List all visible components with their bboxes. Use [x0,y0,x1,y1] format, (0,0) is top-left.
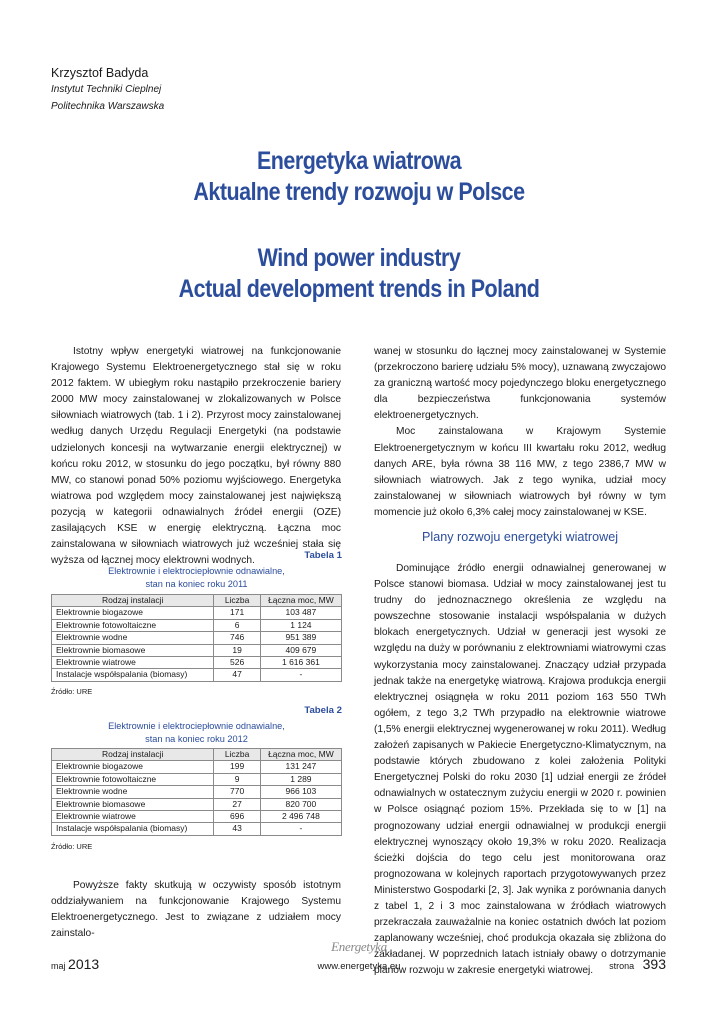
table1-caption [51,565,342,591]
table-cell: Elektrownie wodne [52,632,214,644]
table-cell: Elektrownie biogazowe [52,761,214,773]
table-cell: 199 [214,761,260,773]
table2-label: Tabela 2 [304,705,342,716]
table-cell: 171 [214,607,260,619]
page-number: 393 [642,956,666,972]
table-row [52,619,342,631]
table-cell: 770 [214,786,260,798]
column-header: Liczba [214,595,260,607]
table1-label: Tabela 1 [304,550,342,561]
table2-caption [51,720,342,746]
affiliation-university: Politechnika Warszawska [51,101,165,112]
table-cell: Elektrownie fotowoltaiczne [52,619,214,631]
table-cell: Instalacje współspalania (biomasy) [52,669,214,681]
column-header: Łączna moc, MW [260,595,341,607]
table-cell: 966 103 [260,786,341,798]
table-row [52,657,342,669]
title-english-line-2: Actual development trends in Poland [178,275,540,303]
table1-source: Źródło: URE [51,687,93,696]
table-cell: Elektrownie biogazowe [52,607,214,619]
table-cell: 131 247 [260,761,341,773]
footer-page-word: strona [609,961,635,971]
table-row [52,644,342,656]
table-row [52,607,342,619]
table-cell: - [260,669,341,681]
table-cell: 27 [214,798,260,810]
table-cell: 746 [214,632,260,644]
table1-caption-line-1: Elektrownie i elektrociepłownie odnawialne, [108,566,285,576]
energetyka-logo: Energetyka [331,939,387,954]
table-row [52,811,342,823]
right-column-top [374,344,666,521]
title-english-line-1: Wind power industry [257,244,461,272]
column-header: Rodzaj instalacji [52,595,214,607]
title-polish-line-1: Energetyka wiatrowa [256,147,462,175]
paragraph: Dominujące źródło energii odnawialnej generowanej w Polsce stanowi biomasa. Udział w mocy zainstalowanej jest tu trudny do jednoznacznego określenia ze względu na powszechne stosowanie instalacji współspalania w dużych blokach energetycznych. Udział w generacji jest wysoki ze względu na duży w porównaniu z elektrowniami wiatrowymi czas wykorzystania mocy zainstalowanej. Znaczący udział przypada jednak także na energetykę wiatrową. Krajowa produkcja energii elektrycznej osiągnęła w roku 2011 poziom 163 550 TWh ogółem, z tego 3,2 TWh przypadło na elektrownie wiatrowe (1,5% energii elektrycznej wygenerowanej w roku 2011). Według założeń zapisanych w Pakiecie Energetyczno-Klimatycznym, na podstawie których zbudowano z kolei założenia Polityki Energetycznej Polski do roku 2030 [1] udział energii ze źródeł odnawialnych w ostatecznym zużyciu energii w 2020 r. powinien w Polsce osiągnąć poziom 15%. Przekłada się to w [1] na prognozowany udział energii odnawialnej w produkcji energii elektrycznej wynoszący około 19,3% w roku 2020. Realizacja ścieżki dojścia do tego celu jest monitorowana oraz prognozowana w kolejnych raportach przygotowywanych przez Ministerstwo Gospodarki [2, 3]. Jak wynika z porównania danych z tabel 1, 2 i 3 moc zainstalowana w źródłach wiatrowych przekraczała zauważalnie na koniec ostatnich dwóch lat poziom zaplanowany wcześniej, choć produkcja okazała się zbliżona do zakładanej. W poprzednich latach istniały obawy o dotrzymanie planów rozwoju w zakresie energetyki wiatrowej. [374,563,666,977]
table-header-row [52,595,342,607]
table-cell: 47 [214,669,260,681]
table-cell: 103 487 [260,607,341,619]
paragraph: Istotny wpływ energetyki wiatrowej na funkcjonowanie Krajowego Systemu Elektroenergetycznego stał się w roku 2012 faktem. W ubiegłym roku nastąpiło przekroczenie bariery 2000 MW mocy zainstalowanej w zlokalizowanych w Polsce siłowniach wiatrowych (tab. 1 i 2). Przyrost mocy zainstalowanej według danych Urzędu Regulacji Energetyki (na podstawie udzielonych koncesji na wytwarzanie energii elektrycznej) w końcu roku 2012, w stosunku do jego początku, był równy 880 MW, co stanowi ponad 50% poziomu wyjściowego. Energetyka wiatrowa pod względem mocy zainstalowanej jest największą pozycją w kategorii odnawialnych źródeł energii (OZE) zasilających KSE w energię elektryczną. Łączna moc zainstalowana w siłowniach wiatrowych już wcześniej stała się wyższa od łącznej mocy elektrowni wodnych. [51,346,341,567]
right-column-bottom [374,561,666,979]
table2-caption-line-1: Elektrownie i elektrociepłownie odnawialne, [108,721,285,731]
table-cell: Elektrownie wiatrowe [52,811,214,823]
table2-caption-line-2: stan na koniec roku 2012 [145,734,248,744]
table-row [52,786,342,798]
paragraph: Moc zainstalowana w Krajowym Systemie Elektroenergetycznym w końcu III kwartału roku 2012, według danych ARE, była równa 38 116 MW, z tego 2386,7 MW w siłowniach wiatrowych. Jak z tego wynika, udział mocy zainstalowanej w siłowniach wiatrowych był równy w tym momencie już około 6,3% całej mocy zainstalowanej w KSE. [374,426,666,518]
footer-year: 2013 [68,956,100,972]
table-cell: 820 700 [260,798,341,810]
footer-month: maj [51,961,66,971]
table-cell: Elektrownie biomasowe [52,644,214,656]
table1 [51,594,342,682]
table-cell: 1 289 [260,773,341,785]
left-column-top [51,344,341,569]
column-header: Liczba [214,749,260,761]
table-cell: Elektrownie wiatrowe [52,657,214,669]
table-cell: 43 [214,823,260,835]
table-cell: Instalacje współspalania (biomasy) [52,823,214,835]
table2 [51,748,342,836]
paragraph: wanej w stosunku do łącznej mocy zainstalowanej w Systemie (przekroczono barierę udziału 5% mocy), uznawaną zwyczajowo za graniczną wartość mocy pojedynczego bloku energetycznego dla bezpieczeństwa funkcjonowania systemów elektroenergetycznych. [374,346,666,422]
footer-page [609,956,666,972]
affiliation-institute: Instytut Techniki Cieplnej [51,84,162,95]
table-cell: 951 389 [260,632,341,644]
column-header: Rodzaj instalacji [52,749,214,761]
table-cell: 696 [214,811,260,823]
table-row [52,669,342,681]
table-cell: Elektrownie biomasowe [52,798,214,810]
table-cell: Elektrownie wodne [52,786,214,798]
paragraph: Powyższe fakty skutkują w oczywisty sposób istotnym oddziaływaniem na funkcjonowanie Krajowego Systemu Elektroenergetycznego. Jest to związane z udziałem mocy zainstalo- [51,880,341,940]
author-name: Krzysztof Badyda [51,66,149,80]
table-cell: 6 [214,619,260,631]
footer-website-link[interactable]: www.energetyka.eu [317,961,401,972]
title-polish-line-2: Aktualne trendy rozwoju w Polsce [193,178,525,206]
table-row [52,761,342,773]
table-cell: 1 124 [260,619,341,631]
table-cell: 9 [214,773,260,785]
table-row [52,773,342,785]
table-cell: Elektrownie fotowoltaiczne [52,773,214,785]
table-cell: 19 [214,644,260,656]
title-polish [0,146,718,208]
table-cell: - [260,823,341,835]
table-cell: 409 679 [260,644,341,656]
table-row [52,798,342,810]
left-column-bottom [51,878,341,942]
table-header-row [52,749,342,761]
table2-source: Źródło: URE [51,842,93,851]
table-row [52,632,342,644]
title-english [0,243,718,305]
table-cell: 1 616 361 [260,657,341,669]
table-cell: 2 496 748 [260,811,341,823]
table1-caption-line-2: stan na koniec roku 2011 [145,579,248,589]
column-header: Łączna moc, MW [260,749,341,761]
table-row [52,823,342,835]
section-heading: Plany rozwoju energetyki wiatrowej [422,530,618,544]
table-cell: 526 [214,657,260,669]
